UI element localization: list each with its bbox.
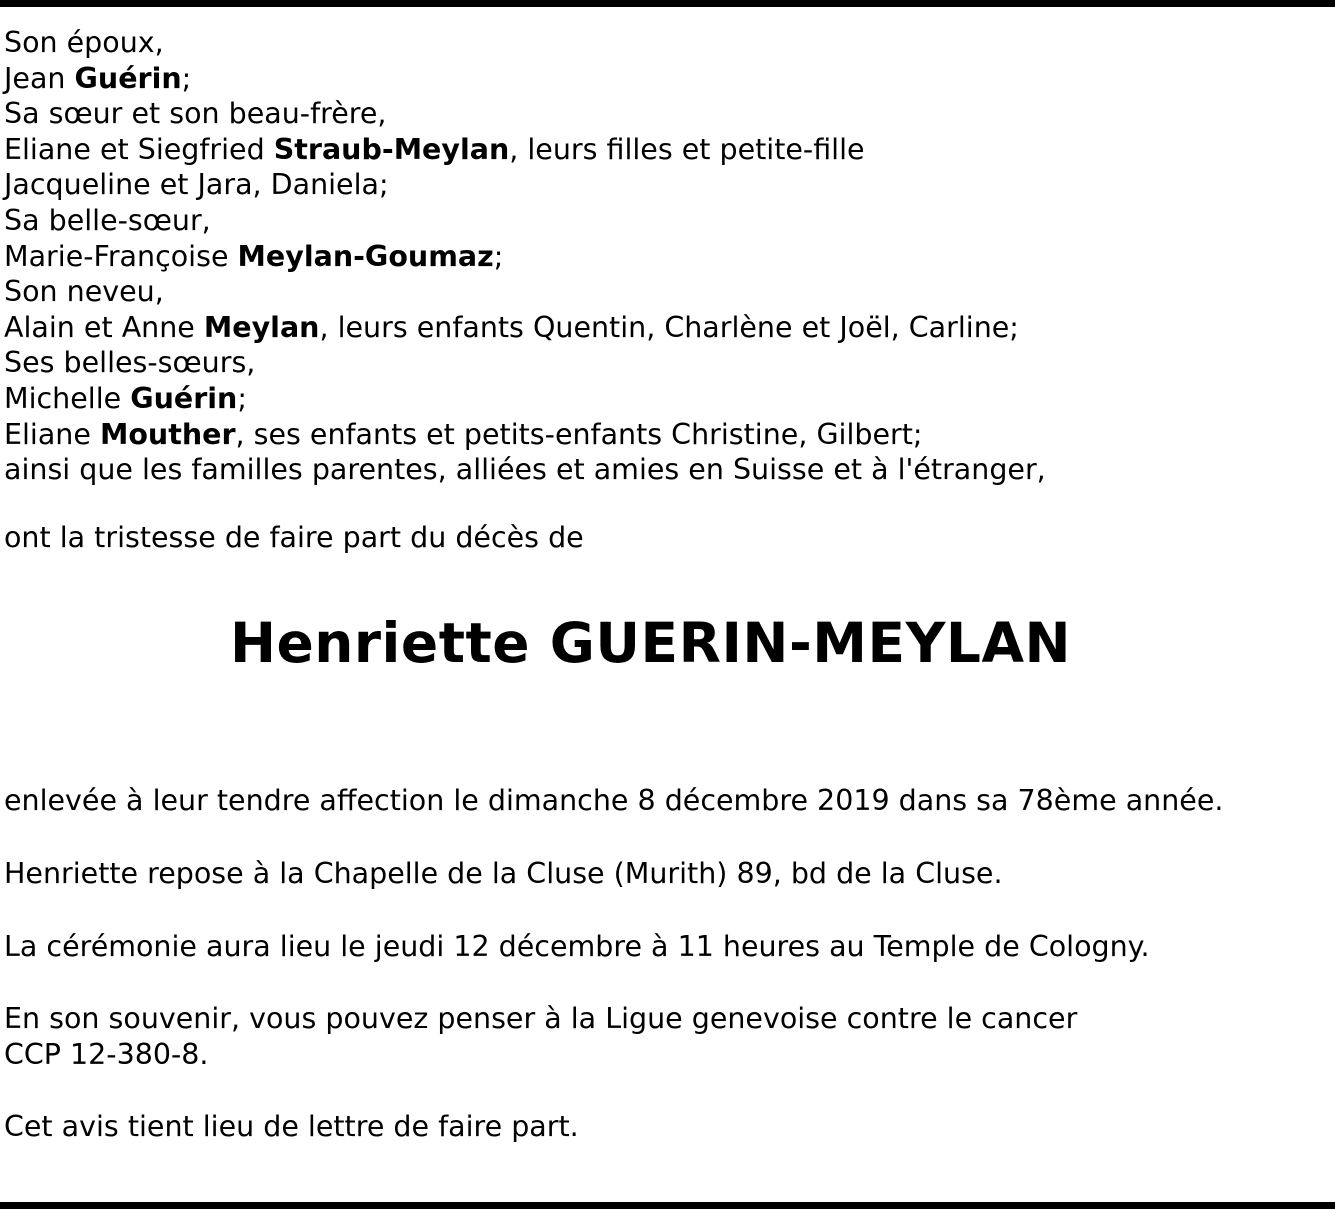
family-line	[4, 452, 1327, 488]
family-text: , leurs filles et petite-fille	[509, 132, 865, 166]
family-line	[4, 274, 1327, 310]
family-line	[4, 417, 1327, 453]
family-text: Jean	[4, 61, 75, 95]
family-text: Alain et Anne	[4, 310, 204, 344]
family-line	[4, 345, 1327, 381]
family-line	[4, 132, 1327, 168]
detail-donation: En son souvenir, vous pouvez penser à la Ligue genevoise contre le cancer	[4, 1002, 1078, 1036]
family-line	[4, 381, 1327, 417]
detail-donation-account: CCP 12-380-8.	[4, 1037, 209, 1071]
details-block	[4, 783, 1327, 1145]
detail-ceremony: La cérémonie aura lieu le jeudi 12 décembre à 11 heures au Temple de Cologny.	[4, 929, 1150, 963]
detail-closing: Cet avis tient lieu de lettre de faire part.	[4, 1110, 579, 1144]
family-text: Son époux,	[4, 26, 164, 59]
family-line	[4, 167, 1327, 203]
family-surname: Mouther	[99, 417, 236, 451]
family-text: , ses enfants et petits-enfants Christine, Gilbert;	[235, 417, 923, 451]
family-surname: Meylan	[203, 310, 320, 344]
family-line	[4, 239, 1327, 275]
family-line	[4, 310, 1327, 346]
family-line	[4, 25, 1327, 61]
family-surname: Straub-Meylan	[273, 132, 510, 166]
family-surname: Guérin	[130, 381, 238, 415]
family-text: ainsi que les familles parentes, alliées et amies en Suisse et à l'étranger,	[4, 453, 1046, 487]
family-text: Ses belles-sœurs,	[4, 346, 256, 380]
family-text: ;	[493, 239, 504, 273]
family-text: Jacqueline et Jara, Daniela;	[4, 168, 389, 202]
detail-death-date: enlevée à leur tendre affection le dimanche 8 décembre 2019 dans sa 78ème année.	[4, 784, 1224, 818]
family-surname: Meylan-Goumaz	[237, 239, 494, 273]
family-text: Michelle	[4, 381, 131, 415]
family-text: Eliane	[4, 417, 100, 451]
family-text: Sa belle-sœur,	[4, 203, 211, 237]
announcement-intro: ont la tristesse de faire part du décès de	[4, 520, 584, 554]
family-text: Son neveu,	[4, 275, 164, 309]
family-list	[4, 25, 1327, 488]
family-text: Marie-Françoise	[4, 239, 238, 273]
deceased-name: Henriette GUERIN-MEYLAN	[229, 611, 1072, 676]
notice-content	[0, 7, 1335, 1202]
family-text: Eliane et Siegfried	[4, 132, 274, 166]
detail-resting-place: Henriette repose à la Chapelle de la Cluse (Murith) 89, bd de la Cluse.	[4, 856, 1003, 890]
family-line	[4, 96, 1327, 132]
top-rule	[0, 0, 1335, 7]
family-text: , leurs enfants Quentin, Charlène et Joël, Carline;	[319, 310, 1019, 344]
family-text: ;	[181, 61, 192, 95]
bottom-rule	[0, 1202, 1335, 1209]
family-line	[4, 61, 1327, 97]
family-text: Sa sœur et son beau-frère,	[4, 97, 387, 131]
family-line	[4, 203, 1327, 239]
family-surname: Guérin	[74, 61, 182, 95]
family-text: ;	[237, 381, 247, 415]
